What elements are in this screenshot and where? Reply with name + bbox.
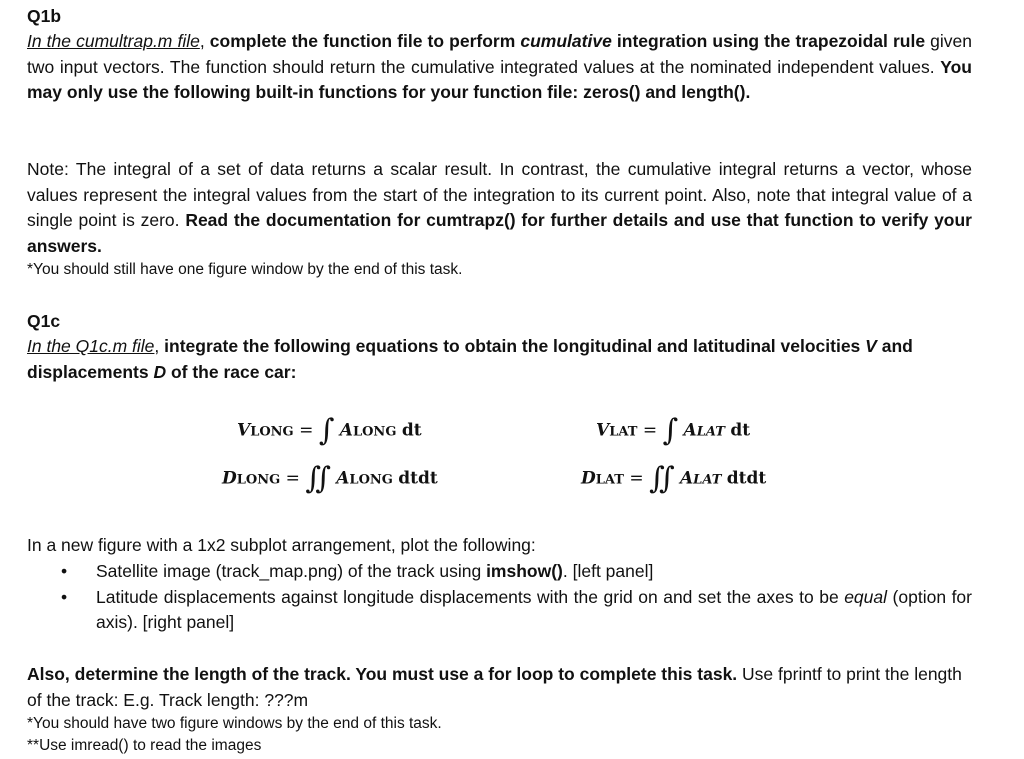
q1b-restriction: You may only use the following built-in functions for your function file: zeros() and length(). xyxy=(27,56,972,102)
track-length-instruction: Also, determine the length of the track. You must use a for loop to complete this task. Use fprintf to print the length of the track: E.g. Track length: ???m xyxy=(27,664,962,710)
q1c-footnote-2: **Use imread() to read the images xyxy=(27,737,262,754)
bullet-right-panel: • Latitude displacements against longitude displacements with the grid on and set the axes to be equal (option for axis). [right panel] xyxy=(61,586,972,632)
bullet-symbol: • xyxy=(61,561,68,581)
q1c-comma: , xyxy=(154,336,160,356)
q1b-normal-text: given two input vectors. The function should return the cumulative integrated values at the nominated independent values. xyxy=(27,31,973,77)
bullet-symbol: • xyxy=(61,586,68,607)
q1b-file-reference: In the cumultrap.m file xyxy=(27,31,200,51)
q1b-note-bold: Read the documentation for cumtrapz() for further details and use that function to verify your answers. xyxy=(27,210,972,256)
q1c-bold-2: and displacements xyxy=(27,336,913,382)
q1b-footnote: *You should still have one figure window by the end of this task. xyxy=(27,261,463,278)
q1c-d: D xyxy=(153,361,167,382)
q1b-note xyxy=(27,157,972,259)
q1c-bold-3: of the race car: xyxy=(166,361,297,382)
q1b-comma: , xyxy=(199,31,205,51)
plot-bullets xyxy=(27,559,972,636)
q1c-file-reference: In the Q1c.m file xyxy=(27,336,155,356)
q1c-footnote-1: *You should have two figure windows by the end of this task. xyxy=(27,715,442,732)
plot-intro: In a new figure with a 1x2 subplot arrangement, plot the following: xyxy=(27,535,536,555)
equation-v-lat: VLAT = ∫ ALAT dt xyxy=(596,413,751,448)
q1b-heading: Q1b xyxy=(27,6,62,26)
equation-d-long: DLONG = ∬ ALONG dtdt xyxy=(222,461,438,496)
q1c-bold-1: integrate the following equations to obtain the longitudinal and latitudinal velocities xyxy=(159,336,866,356)
q1c-paragraph xyxy=(27,334,972,385)
q1b-bold-1: complete the function file to perform xyxy=(204,31,521,51)
q1b-note-text: Note: The integral of a set of data returns a scalar result. In contrast, the cumulative integral returns a vector, whose values represent the integral values from the start of the integration to its current point. Also, note that integral value of a single point is zero. xyxy=(27,159,972,230)
q1c-heading: Q1c xyxy=(27,311,61,331)
bullet-left-panel: • Satellite image (track_map.png) of the track using imshow(). [left panel] xyxy=(27,559,972,585)
equation-d-lat: DLAT = ∬ ALAT dtdt xyxy=(581,461,767,496)
q1b-cumulative: cumulative xyxy=(520,31,612,51)
q1b-bold-2: integration using the trapezoidal rule xyxy=(611,31,926,51)
q1c-v: V xyxy=(865,336,877,356)
equation-v-long: VLONG = ∫ ALONG dt xyxy=(237,413,422,448)
q1b-paragraph xyxy=(27,29,972,106)
